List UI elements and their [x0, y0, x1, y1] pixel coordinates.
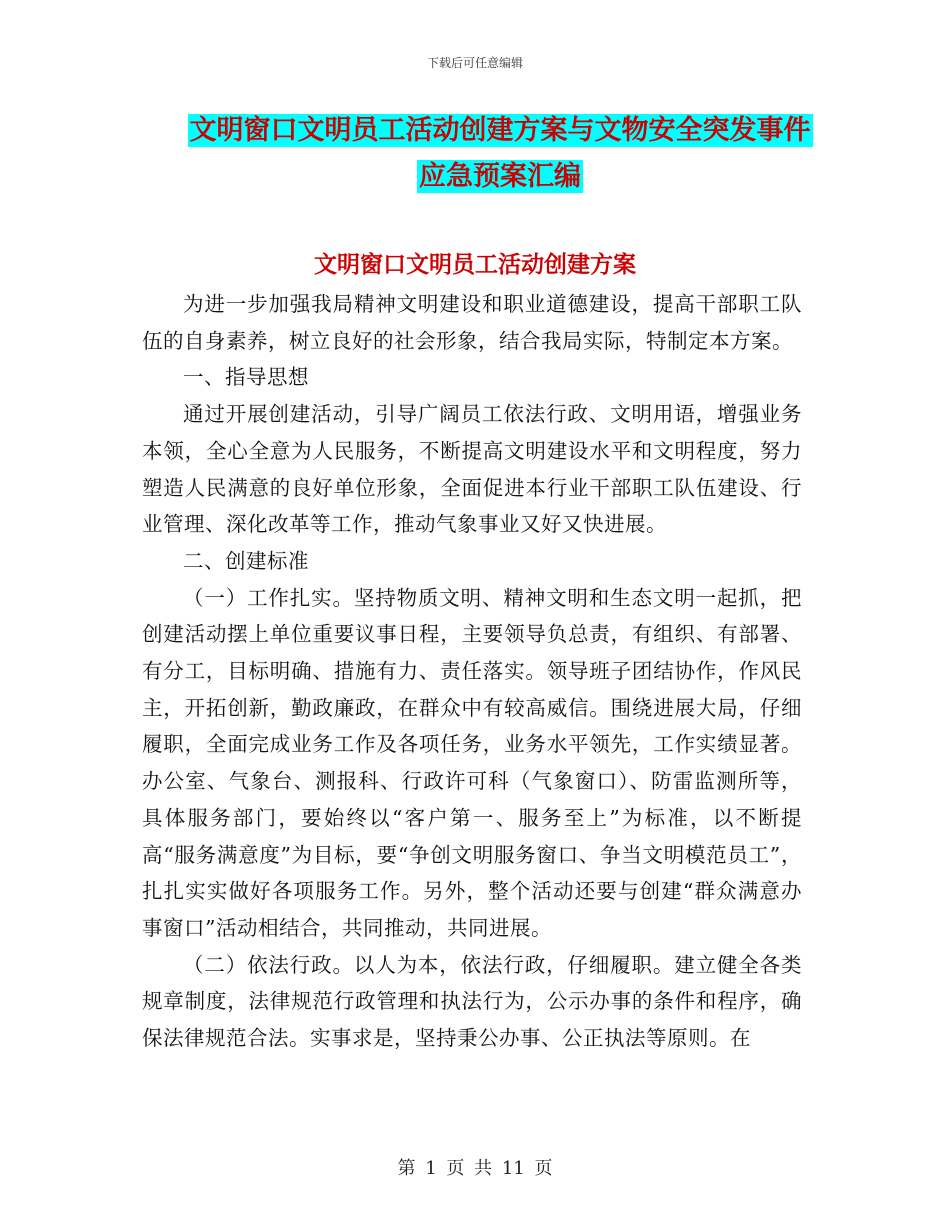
document-title-line-1: 文明窗口文明员工活动创建方案与文物安全突发事件	[189, 115, 811, 146]
paragraph-intro: 为进一步加强我局精神文明建设和职业道德建设，提高干部职工队伍的自身素养，树立良好的社会形象，结合我局实际，特制定本方案。	[142, 292, 802, 353]
heading-guiding-thought: 一、指导思想	[183, 365, 309, 390]
document-body	[142, 286, 802, 1057]
document-title-line-2: 应急预案汇编	[419, 161, 581, 192]
page-footer: 第 1 页 共 11 页	[397, 1158, 553, 1179]
paragraph-guiding-thought: 通过开展创建活动，引导广阔员工依法行政、文明用语，增强业务本领，全心全意为人民服务，不断提高文明建设水平和文明程度，努力塑造人民满意的良好单位形象，全面促进本行业干部职工队伍建设、行业管理、深化改革等工作，推动气象事业又好又快进展。	[142, 402, 802, 537]
heading-creation-standard: 二、创建标准	[183, 548, 309, 573]
document-title	[150, 108, 850, 200]
paragraph-work-solid: （一）工作扎实。坚持物质文明、精神文明和生态文明一起抓，把创建活动摆上单位重要议事日程，主要领导负总责，有组织、有部署、有分工，目标明确、措施有力、责任落实。领导班子团结协作，作风民主，开拓创新，勤政廉政，在群众中有较高威信。围绕进展大局，仔细履职，全面完成业务工作及各项任务，业务水平领先，工作实绩显著。办公室、气象台、测报科、行政许可科（气象窗口）、防雷监测所等，具体服务部门，要始终以“客户第一、服务至上”为标准，以不断提高“服务满意度”为目标，要“争创文明服务窗口、争当文明模范员工”，扎扎实实做好各项服务工作。另外，整个活动还要与创建“群众满意办事窗口”活动相结合，共同推动，共同进展。	[142, 585, 802, 940]
paragraph-lawful-administration: （二）依法行政。以人为本，依法行政，仔细履职。建立健全各类规章制度，法律规范行政管理和执法行为，公示办事的条件和程序，确保法律规范合法。实事求是，坚持秉公办事、公正执法等原则。在	[142, 952, 802, 1051]
section-title: 文明窗口文明员工活动创建方案	[314, 252, 636, 278]
page-header-note: 下载后可任意编辑	[426, 56, 523, 70]
